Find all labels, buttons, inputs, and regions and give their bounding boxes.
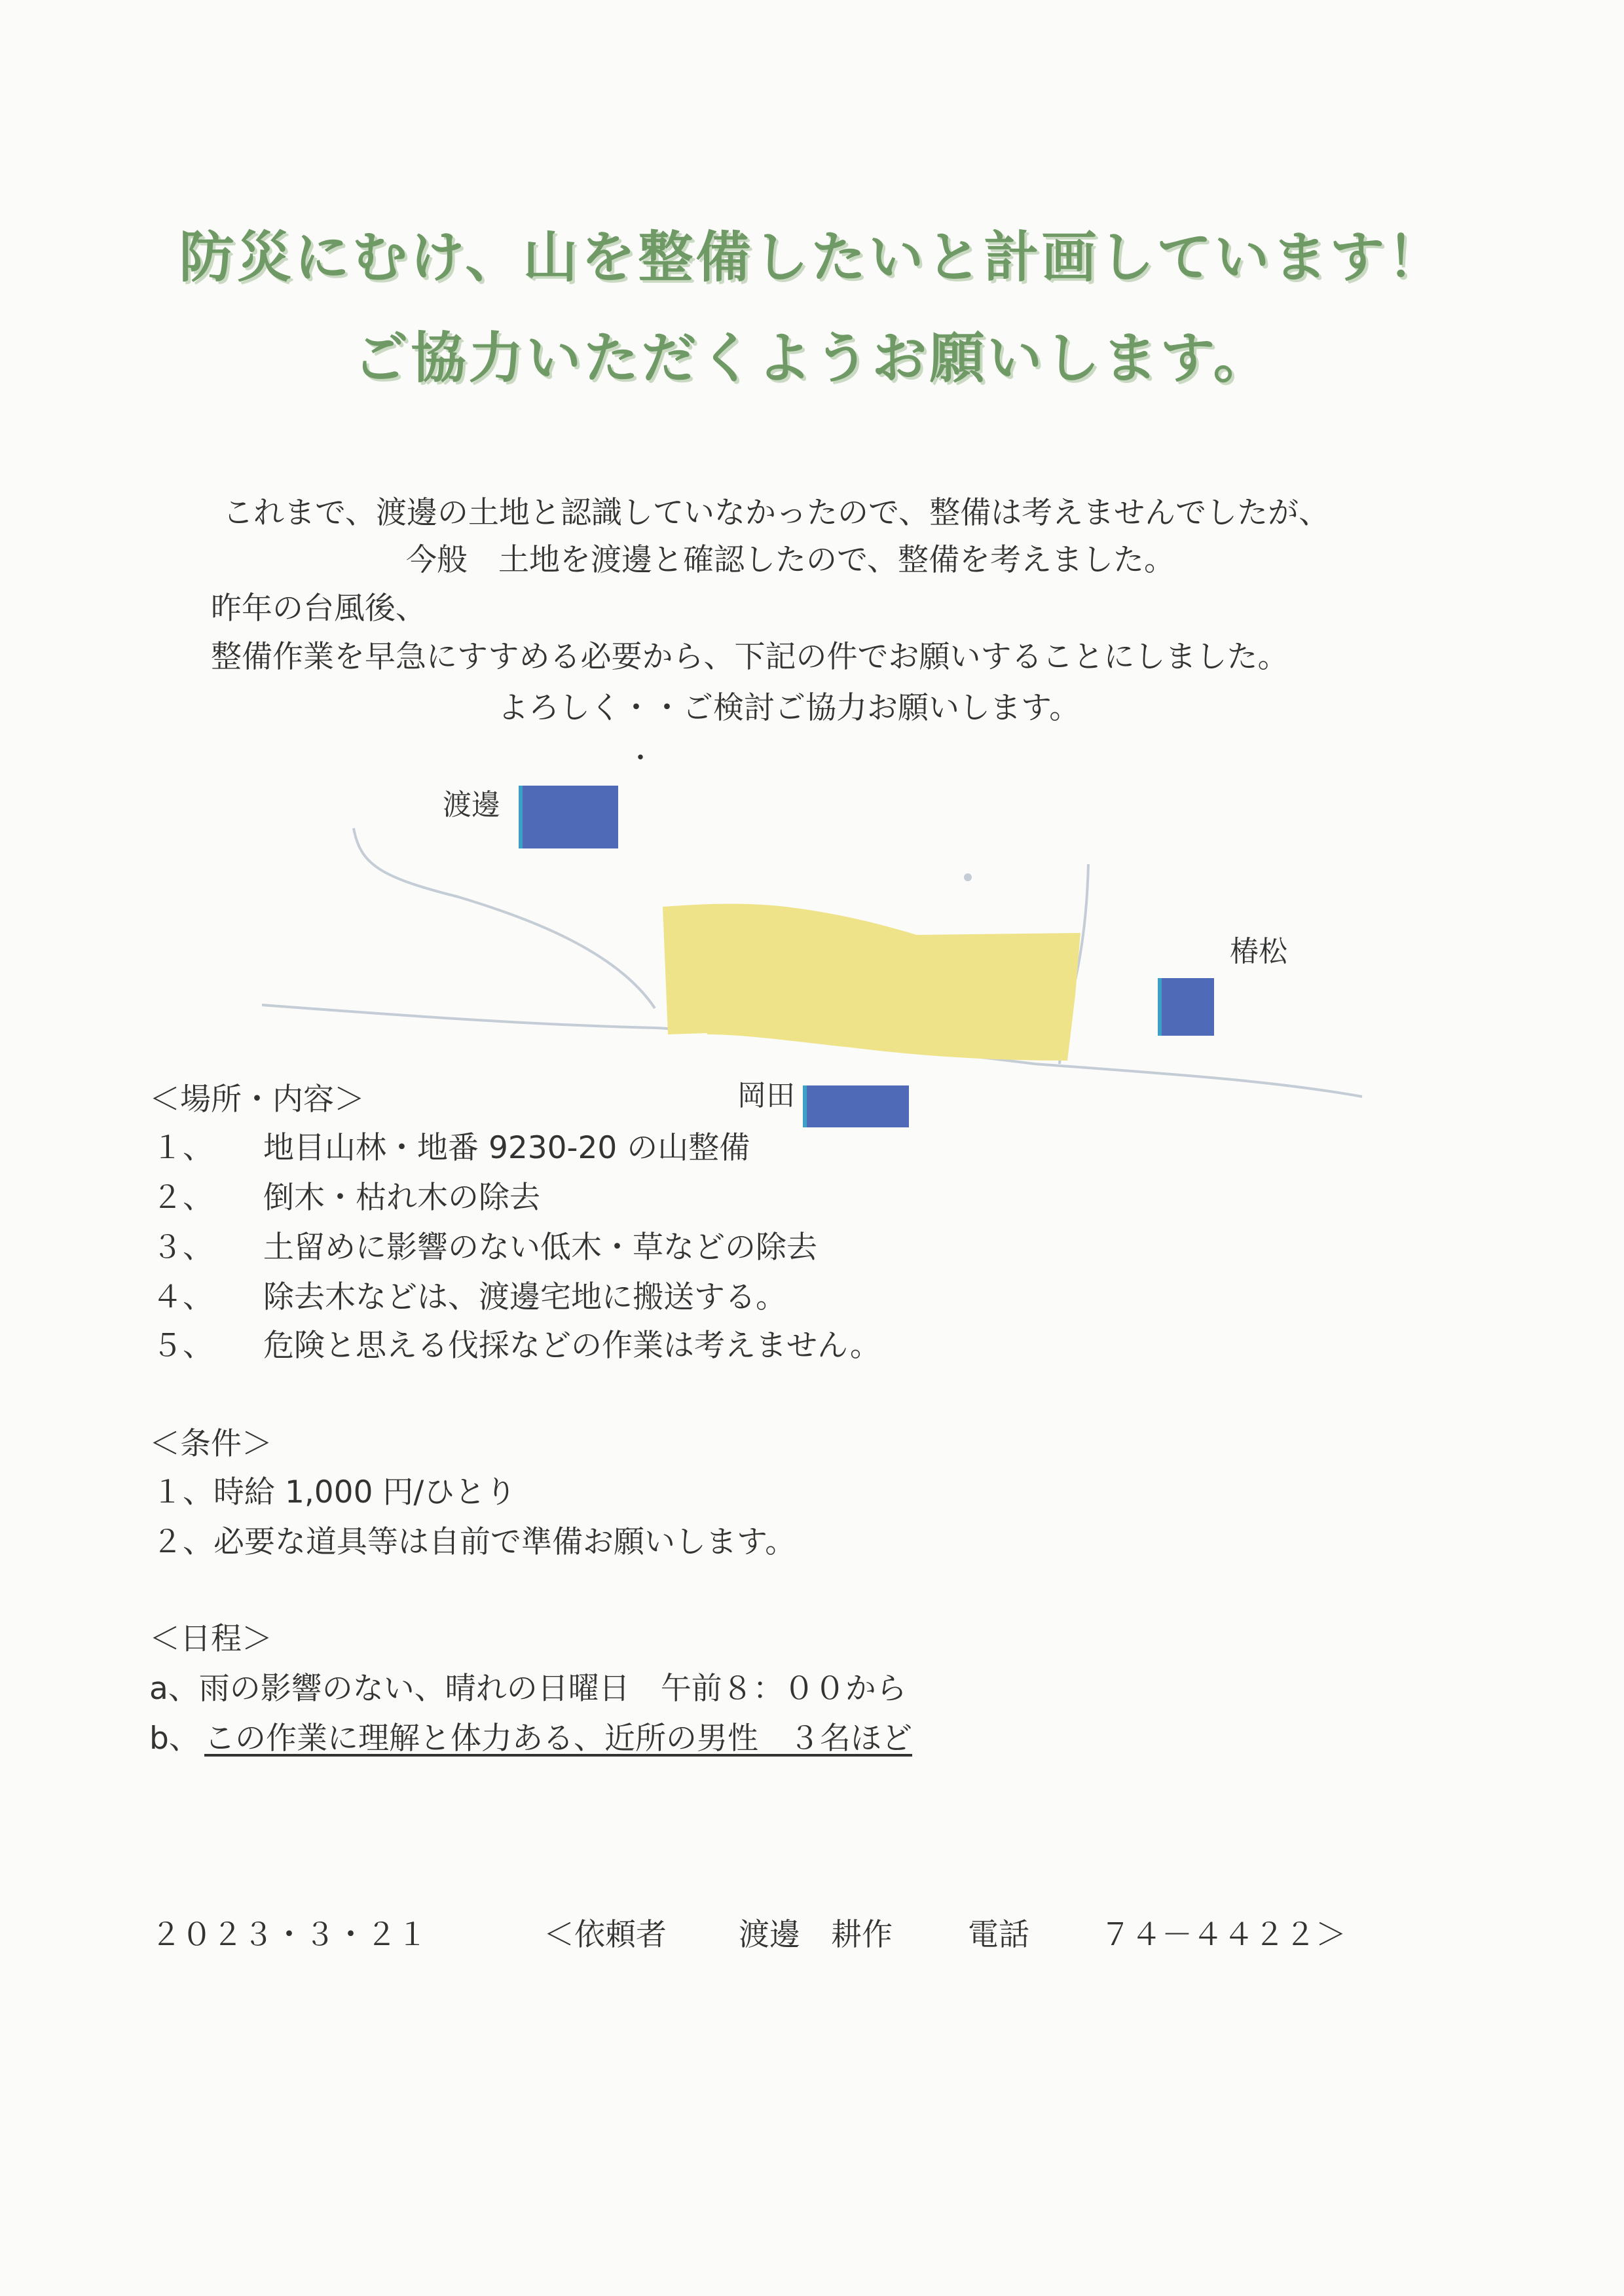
- place-item-5-text: 危険と思える伐採などの作業は考えません。: [263, 1328, 881, 1364]
- map-drawing: [249, 766, 1375, 1133]
- house-okada: [803, 1085, 909, 1127]
- road-line-left: [354, 828, 655, 1008]
- intro-line-1: これまで、渡邊の土地と認識していなかったので、整備は考えませんでしたが、: [223, 495, 1330, 531]
- footer-date: ２０２３・３・２１: [151, 1917, 428, 1953]
- condition-item-1: １、時給 1,000 円/ひとり: [152, 1474, 517, 1510]
- schedule-item-b-text: この作業に理解と体力ある、近所の男性 ３名ほど: [204, 1721, 912, 1757]
- intro-dot: ・: [627, 743, 654, 773]
- place-item-2-text: 倒木・枯れ木の除去: [263, 1180, 540, 1216]
- condition-item-2: ２、必要な道具等は自前で準備お願いします。: [152, 1524, 796, 1560]
- headline-line-1: 防災にむけ、山を整備したいと計画しています！: [179, 225, 1445, 289]
- place-item-5-num: ５、: [152, 1328, 213, 1364]
- intro-line-2: 今般 土地を渡邊と確認したので、整備を考えました。: [406, 542, 1175, 578]
- schedule-item-a: a、雨の影響のない、晴れの日曜日 午前８：００から: [149, 1671, 907, 1707]
- label-koumatsu: 椿松: [1230, 935, 1287, 968]
- place-item-3-num: ３、: [152, 1230, 213, 1266]
- place-item-3-text: 土留めに影響のない低木・草などの除去: [263, 1230, 817, 1266]
- site-map: [249, 766, 1375, 1133]
- map-speck: [964, 873, 972, 881]
- house-watanabe: [519, 786, 618, 848]
- places-heading: ＜場所・内容＞: [149, 1082, 365, 1118]
- footer-phone-number: ７４－４４２２＞: [1100, 1917, 1346, 1953]
- schedule-item-b-prefix: b、: [149, 1721, 200, 1757]
- label-watanabe: 渡邊: [443, 788, 500, 822]
- place-item-1-num: １、: [152, 1130, 213, 1166]
- place-item-4-num: ４、: [152, 1279, 213, 1315]
- intro-line-4: 整備作業を早急にすすめる必要から、下記の件でお願いすることにしました。: [211, 639, 1289, 675]
- place-item-1-text: 地目山林・地番 9230-20 の山整備: [263, 1130, 750, 1166]
- house-koumatsu: [1158, 978, 1214, 1036]
- footer-phone-label: 電話: [968, 1917, 1029, 1953]
- label-okada: 岡田: [737, 1079, 795, 1112]
- target-plot: [663, 903, 1080, 1061]
- intro-line-3: 昨年の台風後、: [211, 591, 426, 627]
- footer-requester-label: ＜依頼者: [544, 1917, 667, 1953]
- intro-line-5: よろしく・・ご検討ご協力お願いします。: [498, 690, 1080, 726]
- place-item-4-text: 除去木などは、渡邊宅地に搬送する。: [263, 1279, 786, 1315]
- place-item-2-num: ２、: [152, 1180, 213, 1216]
- conditions-heading: ＜条件＞: [149, 1426, 272, 1462]
- headline-line-2: ご協力いただくようお願いします。: [353, 326, 1271, 390]
- schedule-heading: ＜日程＞: [149, 1621, 272, 1657]
- footer-requester-name: 渡邊 耕作: [739, 1917, 893, 1953]
